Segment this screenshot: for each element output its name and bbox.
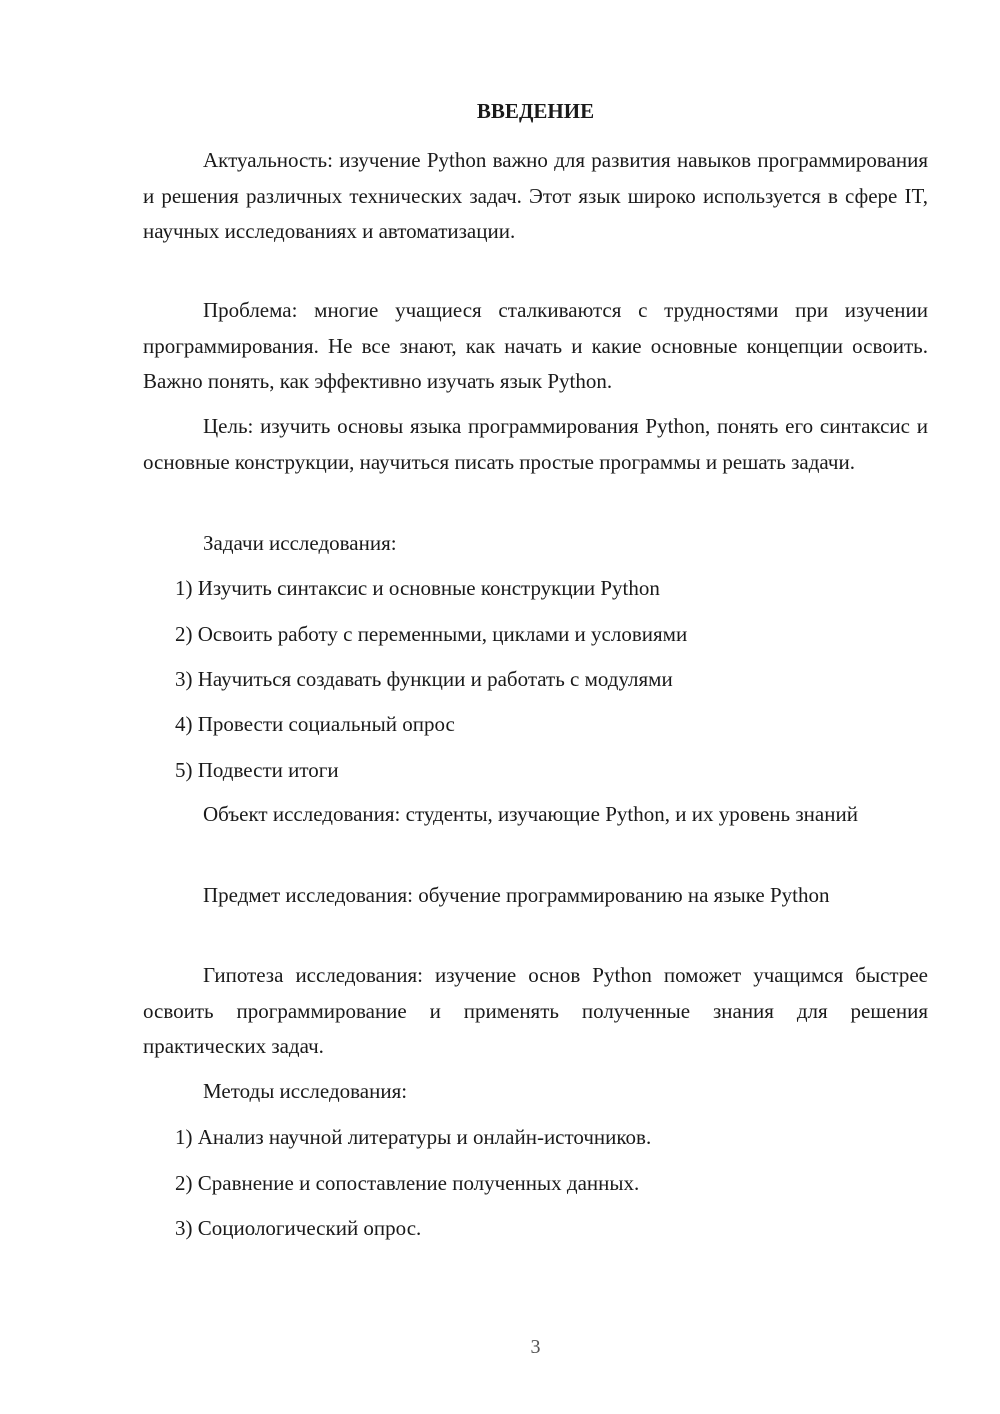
task-item-1: 1) Изучить синтаксис и основные конструкции Python xyxy=(175,576,660,600)
methods-heading: Методы исследования: xyxy=(203,1079,408,1103)
page-number: 3 xyxy=(530,1336,541,1358)
method-item-3: 3) Социологический опрос. xyxy=(175,1216,422,1240)
section-title: ВВЕДЕНИЕ xyxy=(476,99,595,123)
hypothesis-paragraph: Гипотеза исследования: изучение основ Python поможет учащимся быстрее освоить программирование и применять полученные знания для решения практических задач. xyxy=(143,963,928,1058)
task-item-4: 4) Провести социальный опрос xyxy=(175,712,455,736)
task-item-2: 2) Освоить работу с переменными, циклами и условиями xyxy=(175,622,688,646)
goal-paragraph: Цель: изучить основы языка программирования Python, понять его синтаксис и основные конструкции, научиться писать простые программы и решать задачи. xyxy=(143,414,928,474)
relevance-paragraph: Актуальность: изучение Python важно для развития навыков программирования и решения различных технических задач. Этот язык широко используется в сфере IT, научных исследованиях и автоматизации. xyxy=(143,148,928,243)
method-item-2: 2) Сравнение и сопоставление полученных данных. xyxy=(175,1171,640,1195)
object-paragraph: Объект исследования: студенты, изучающие Python, и их уровень знаний xyxy=(203,802,858,826)
tasks-heading: Задачи исследования: xyxy=(203,531,397,555)
problem-paragraph: Проблема: многие учащиеся сталкиваются с трудностями при изучении программирования. Не все знают, как начать и какие основные концепции освоить. Важно понять, как эффективно изучать язык Python. xyxy=(143,298,928,393)
task-item-5: 5) Подвести итоги xyxy=(175,758,339,782)
subject-paragraph: Предмет исследования: обучение программированию на языке Python xyxy=(203,883,830,907)
document-page xyxy=(143,0,928,1414)
task-item-3: 3) Научиться создавать функции и работать с модулями xyxy=(175,667,673,691)
method-item-1: 1) Анализ научной литературы и онлайн-источников. xyxy=(175,1125,652,1149)
